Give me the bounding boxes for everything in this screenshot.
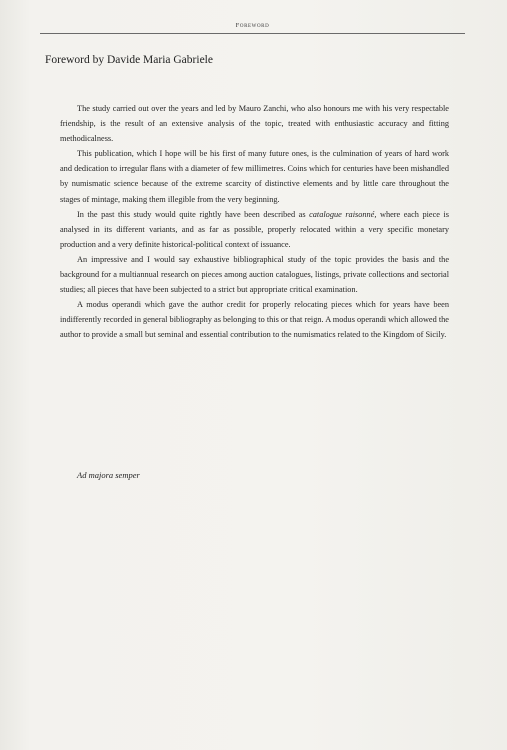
paragraph-4-text: An impressive and I would say exhaustive bibliographical study of the topic provides the basis and the background for a multiannual research on pieces among auction catalogues, listings, private collections and sectorial studies; all pieces that have been subjected to a strict but appropriate critical examination. — [60, 254, 449, 295]
paragraph-1-text: The study carried out over the years and led by Mauro Zanchi, who also honours me with his very respectable friendship, is the result of an extensive analysis of the topic, treated with enthusiastic accuracy and fitting methodicalness. — [60, 104, 449, 144]
running-head: Foreword — [235, 22, 270, 29]
paragraph-2 — [60, 146, 449, 206]
paragraph-3-text-end: where each piece is analysed in its different variants, and as far as possible, properly relocated within a very specific monetary production and a very definite historical-political context of issuance. — [60, 209, 450, 249]
paragraph-3-emphasis: catalogue raisonné, — [309, 209, 377, 219]
signoff: Ad majora semper — [77, 470, 140, 480]
header-rule — [40, 33, 465, 34]
paragraph-4 — [60, 252, 449, 297]
paragraph-5 — [60, 297, 449, 342]
paragraph-1 — [60, 101, 449, 146]
foreword-title: Foreword by Davide Maria Gabriele — [45, 54, 213, 66]
paragraph-3 — [60, 207, 449, 252]
foreword-body — [60, 101, 449, 343]
paragraph-2-text: This publication, which I hope will be his first of many future ones, is the culmination of years of hard work and dedication to irregular flans with a diameter of few millimetres. Coins which for centuries have been mishandled by numismatic science because of the extreme scarcity of distinctive elements and by little care throughout the stages of mintage, making them illegible from the very beginning. — [60, 149, 449, 204]
paragraph-5-text: A modus operandi which gave the author credit for properly relocating pieces which for years have been indifferently recorded in general bibliography as belonging to this or that reign. A modus operandi which allowed the author to provide a small but seminal and essential contribution to the numismatics related to the Kingdom of Sicily. — [60, 300, 449, 340]
paragraph-3-text-start: In the past this study would quite rightly have been described as — [77, 209, 310, 219]
